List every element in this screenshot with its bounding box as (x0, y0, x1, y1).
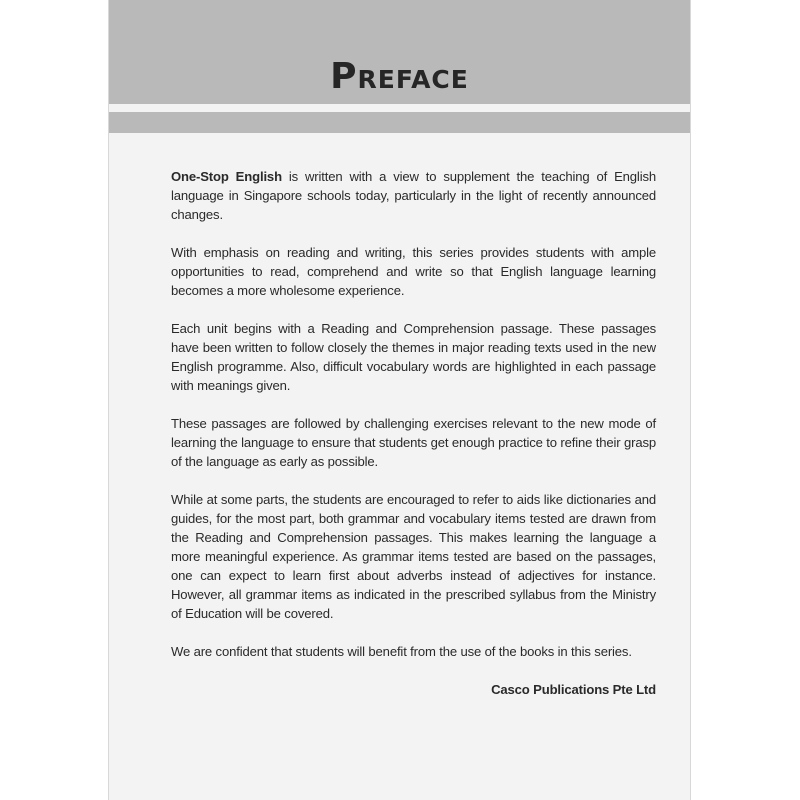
header-stripe (109, 112, 690, 133)
paragraph: These passages are followed by challenging exercises relevant to the new mode of learning the language to ensure that students get enough practice to refine their grasp of the language as early as possible. (171, 416, 656, 469)
signature: Casco Publications Pte Ltd (491, 682, 656, 697)
brand-name: One-Stop English (171, 169, 282, 184)
intro-paragraph (171, 167, 656, 224)
preface-body (171, 167, 656, 718)
intro-text: is written with a view to supplement the teaching of English language in Singapore schools today, particularly in the light of recently announced changes. (171, 169, 656, 222)
paragraph: While at some parts, the students are encouraged to refer to aids like dictionaries and guides, for the most part, both grammar and vocabulary items tested are drawn from the Reading and Comprehension passages. This makes learning the language a more meaningful experience. As grammar items tested are based on the passages, one can expect to learn first about adverbs instead of adjectives for instance. However, all grammar items as indicated in the prescribed syllabus from the Ministry of Education will be covered. (171, 492, 656, 621)
paragraph: Each unit begins with a Reading and Comprehension passage. These passages have been written to follow closely the themes in major reading texts used in the new English programme. Also, difficult vocabulary words are highlighted in each passage with meanings given. (171, 321, 656, 393)
book-page (108, 0, 691, 800)
paragraph: With emphasis on reading and writing, this series provides students with ample opportunities to read, comprehend and write so that English language learning becomes a more wholesome experience. (171, 245, 656, 298)
page-title: Preface (330, 56, 469, 97)
paragraph: We are confident that students will benefit from the use of the books in this series. (171, 644, 632, 659)
